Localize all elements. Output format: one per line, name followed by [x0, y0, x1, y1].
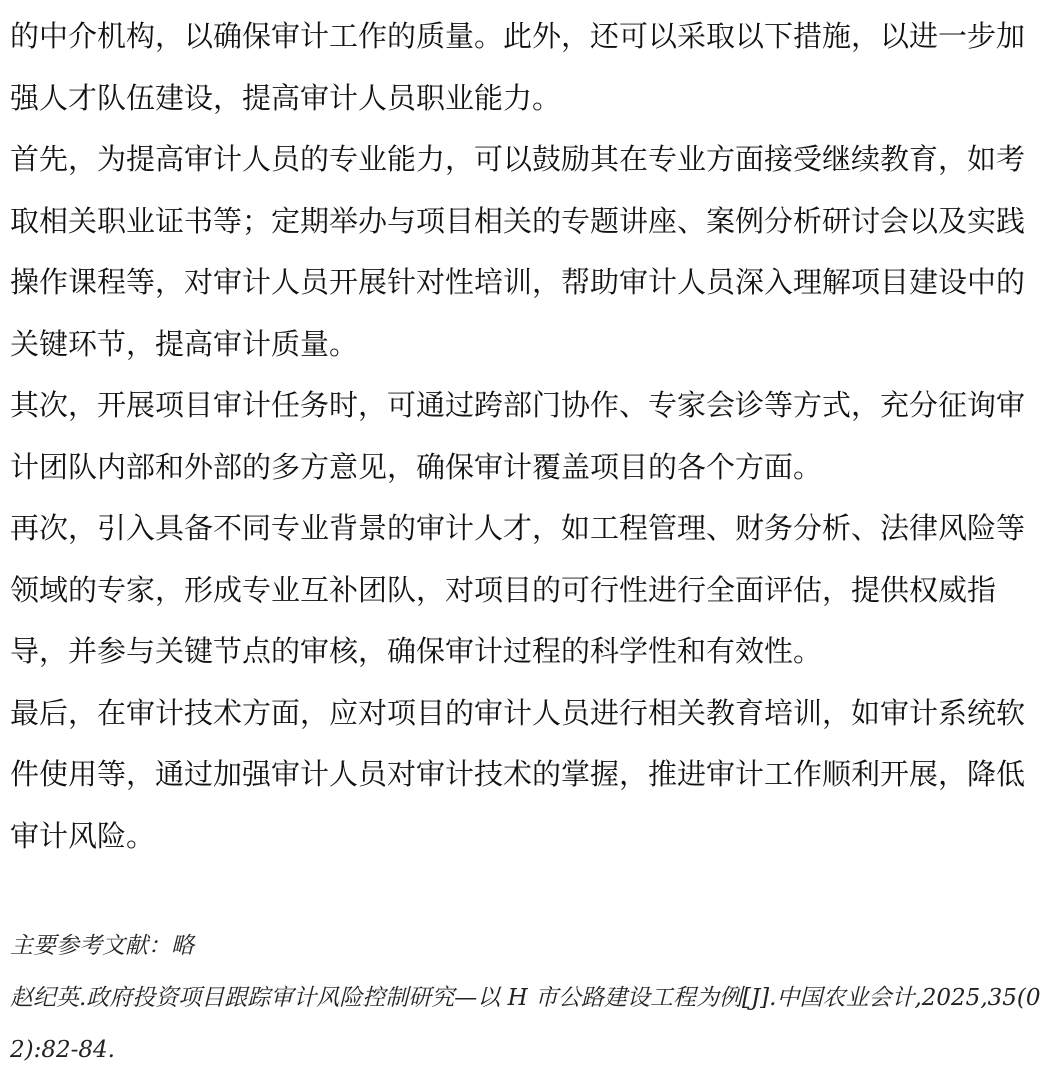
references-section	[10, 920, 1046, 1076]
paragraph-3: 其次，开展项目审计任务时，可通过跨部门协作、专家会诊等方式，充分征询审计团队内部和外部的多方意见，确保审计覆盖项目的各个方面。	[10, 388, 1026, 484]
reference-entry: 赵纪英.政府投资项目跟踪审计风险控制研究—以 H 市公路建设工程为例[J].中国农业会计,2025,35(02):82-84.	[10, 985, 1041, 1063]
document-body	[10, 6, 1050, 867]
paragraph-1: 的中介机构，以确保审计工作的质量。此外，还可以采取以下措施，以进一步加强人才队伍建设，提高审计人员职业能力。	[10, 19, 1026, 115]
paragraph-2: 首先，为提高审计人员的专业能力，可以鼓励其在专业方面接受继续教育，如考取相关职业证书等；定期举办与项目相关的专题讲座、案例分析研讨会以及实践操作课程等，对审计人员开展针对性培训，帮助审计人员深入理解项目建设中的关键环节，提高审计质量。	[10, 142, 1026, 361]
paragraph-4: 再次，引入具备不同专业背景的审计人才，如工程管理、财务分析、法律风险等领域的专家，形成专业互补团队，对项目的可行性进行全面评估，提供权威指导，并参与关键节点的审核，确保审计过程的科学性和有效性。	[10, 511, 1026, 668]
paragraph-5: 最后，在审计技术方面，应对项目的审计人员进行相关教育培训，如审计系统软件使用等，通过加强审计人员对审计技术的掌握，推进审计工作顺利开展，降低审计风险。	[10, 695, 1026, 853]
references-heading: 主要参考文献：略	[10, 933, 194, 959]
